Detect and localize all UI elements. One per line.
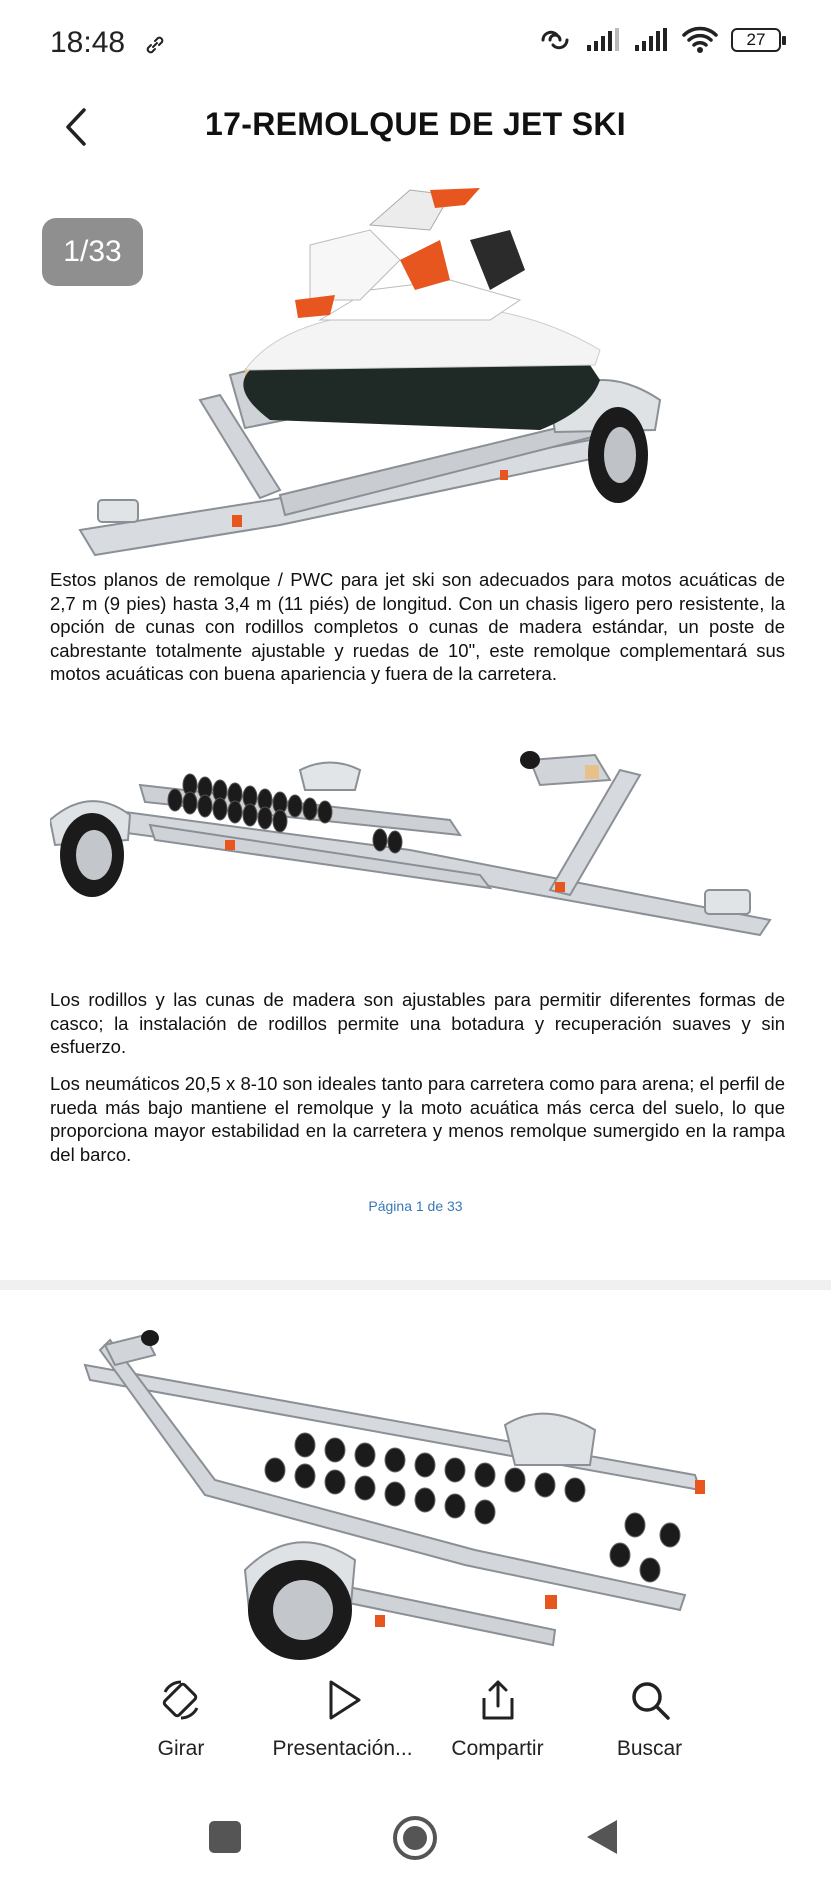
back-triangle-icon[interactable]	[585, 1818, 619, 1856]
document-header	[0, 92, 831, 162]
page-footer: Página 1 de 33	[368, 1198, 463, 1214]
tires-paragraph: Los neumáticos 20,5 x 8-10 son ideales tanto para carretera como para arena; el perfil de rueda más bajo mantiene el remolque y la moto acuática más cerca del suelo, lo que proporciona mayor estabilidad en la carretera y menos remolque sumergido en la rampa del barco.	[50, 1073, 785, 1165]
share-label: Compartir	[451, 1737, 544, 1760]
presentation-label: Presentación...	[272, 1737, 413, 1760]
status-bar	[0, 0, 831, 90]
signal-icon	[633, 27, 669, 53]
link-icon	[144, 34, 166, 56]
trailer-rear-view-illustration	[75, 1330, 775, 1660]
page-separator	[0, 1280, 831, 1290]
battery-icon	[731, 28, 781, 52]
jet-ski-trailer-illustration	[70, 170, 760, 565]
pdf-page	[0, 160, 831, 1280]
rollers-paragraph: Los rodillos y las cunas de madera son ajustables para permitir diferentes formas de casco; la instalación de rodillos permite una botadura y recuperación suaves y sin esfuerzo.	[50, 989, 785, 1057]
system-nav-bar	[0, 1790, 831, 1893]
share-button[interactable]	[445, 1676, 550, 1761]
bottom-toolbar	[0, 1660, 831, 1770]
rotate-button[interactable]	[145, 1676, 217, 1761]
status-time: 18:48	[50, 26, 126, 59]
rotate-icon	[157, 1676, 205, 1724]
play-icon	[319, 1676, 367, 1724]
home-circle-icon[interactable]	[391, 1814, 439, 1862]
presentation-button[interactable]	[270, 1676, 415, 1761]
sync-icon	[537, 26, 573, 54]
share-icon	[474, 1676, 522, 1724]
roller-trailer-illustration	[50, 730, 780, 950]
status-icons	[537, 26, 781, 54]
page-indicator-badge: 1/33	[42, 218, 143, 286]
battery-level: 27	[746, 30, 766, 49]
search-label: Buscar	[616, 1737, 683, 1760]
search-icon	[626, 1676, 674, 1724]
description-paragraph: Estos planos de remolque / PWC para jet ski son adecuados para motos acuáticas de 2,7 m (9 pies) hasta 3,4 m (11 piés) de longitud. Con un chasis ligero pero resistente, la opción de cunas con rodillos completos o cunas de madera estándar, un poste de cabrestante totalmente ajustable y ruedas de 10", este remolque complementará sus motos acuáticas con buena apariencia y fuera de la carretera.	[50, 569, 785, 684]
rotate-label: Girar	[157, 1737, 205, 1760]
search-button[interactable]	[607, 1676, 692, 1761]
recents-square-icon[interactable]	[208, 1820, 242, 1854]
wifi-icon	[681, 26, 719, 54]
signal-icon	[585, 27, 621, 53]
document-title: 17-REMOLQUE DE JET SKI	[205, 106, 626, 142]
